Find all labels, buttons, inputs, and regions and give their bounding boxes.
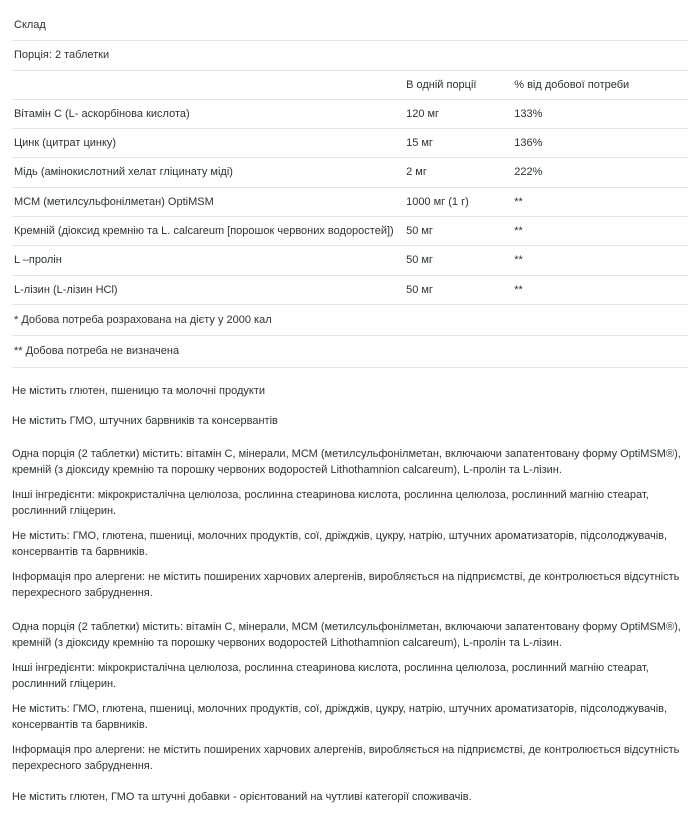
nutrient-dv: ** [512,187,688,216]
footnote-daily-value: * Добова потреба розрахована на дієту у 2000 кал [12,304,404,335]
nutrient-amount: 50 мг [404,246,512,275]
nutrient-amount: 1000 мг (1 г) [404,187,512,216]
nutrient-dv: ** [512,246,688,275]
nutrient-name: Мідь (амінокислотний хелат гліцинату міді) [12,158,404,187]
nutrient-amount: 2 мг [404,158,512,187]
footnote-spacer-dv [512,336,688,367]
description-block-2 [12,620,688,775]
paragraph-free-from: Не містить: ГМО, глютена, пшениці, молочних продуктів, сої, дріжджів, цукру, натрію, штучних ароматизаторів, підсолоджувачів, консервантів та барвників. [12,530,668,559]
free-from-notes [12,384,688,430]
serving-row-spacer-amount [404,41,512,70]
nutrient-name: Цинк (цитрат цинку) [12,129,404,158]
nutrient-name: Кремній (діоксид кремнію та L. calcareum [порошок червоних водоростей]) [12,217,404,246]
footnote-not-established: ** Добова потреба не визначена [12,336,404,367]
footnote-spacer-dv [512,304,688,335]
paragraph-allergen-info: Інформація про алергени: не містить поширених харчових алергенів, виробляється на підприємстві, де контролюється відсутність перехресного забруднення. [12,571,680,599]
footnote-spacer-amount [404,304,512,335]
column-header-dv: % від добової потреби [512,70,688,99]
note-no-gmo: Не містить ГМО, штучних барвників та консервантів [12,414,278,427]
table-row [12,246,688,275]
nutrient-amount: 15 мг [404,129,512,158]
nutrient-dv: ** [512,275,688,304]
footnote-row [12,336,688,367]
table-title-row [12,10,688,41]
table-row [12,217,688,246]
nutrient-amount: 50 мг [404,275,512,304]
nutrient-dv: 222% [512,158,688,187]
note-gluten-free: Не містить глютен, пшеницю та молочні продукти [12,384,266,397]
paragraph-serving-contents: Одна порція (2 таблетки) містить: вітамін C, мінерали, МСМ (метилсульфонілметан, включаючи запатентовану форму OptiMSM®), кремній (з діоксиду кремнію та порошку червоних водоростей Lithothamnion calcareum), L-пролін та L-лізин. [12,448,681,477]
footnote-row [12,304,688,335]
paragraph-other-ingredients: Інші інгредієнти: мікрокристалічна целюлоза, рослинна стеаринова кислота, рослинна целюлоза, рослинний магнію стеарат, рослинний гліцерин. [12,661,649,690]
column-header-name [12,70,404,99]
nutrient-name: L-лізин (L-лізин HCl) [12,275,404,304]
nutrient-name: Вітамін C (L- аскорбінова кислота) [12,99,404,128]
nutrient-dv: 133% [512,99,688,128]
final-note: Не містить глютен, ГМО та штучні добавки - орієнтований на чутливі категорії споживачів. [12,791,472,804]
paragraph-allergen-info: Інформація про алергени: не містить поширених харчових алергенів, виробляється на підприємстві, де контролюється відсутність перехресного забруднення. [12,743,680,772]
nutrient-dv: ** [512,217,688,246]
nutrient-name: МСМ (метилсульфонілметан) OptiMSM [12,187,404,216]
paragraph-serving-contents: Одна порція (2 таблетки) містить: вітамін C, мінерали, МСМ (метилсульфонілметан, включаючи запатентовану форму OptiMSM®), кремній (з діоксиду кремнію та порошку червоних водоростей Lithothamnion calcareum), L-пролін та L-лізин. [12,620,681,649]
serving-size: Порція: 2 таблетки [12,41,404,70]
description-block-1 [12,447,688,602]
serving-row [12,41,688,70]
section-title: Склад [12,10,404,41]
table-row [12,275,688,304]
supplement-facts-page [0,10,700,806]
nutrient-amount: 50 мг [404,217,512,246]
footnote-spacer-amount [404,336,512,367]
table-row [12,99,688,128]
column-header-amount: В одній порції [404,70,512,99]
nutrient-amount: 120 мг [404,99,512,128]
table-row [12,129,688,158]
serving-row-spacer-dv [512,41,688,70]
nutrient-dv: 136% [512,129,688,158]
table-header-row [12,70,688,99]
table-row [12,187,688,216]
nutrient-name: L –пролін [12,246,404,275]
title-row-spacer-dv [512,10,688,41]
title-row-spacer-amount [404,10,512,41]
paragraph-other-ingredients: Інші інгредієнти: мікрокристалічна целюлоза, рослинна стеаринова кислота, рослинна целюлоза, рослинний магнію стеарат, рослинний гліцерин. [12,489,649,518]
paragraph-free-from: Не містить: ГМО, глютена, пшениці, молочних продуктів, сої, дріжджів, цукру, натрію, штучних ароматизаторів, підсолоджувачів, консервантів та барвників. [12,702,668,731]
supplement-facts-table [12,10,688,368]
table-row [12,158,688,187]
